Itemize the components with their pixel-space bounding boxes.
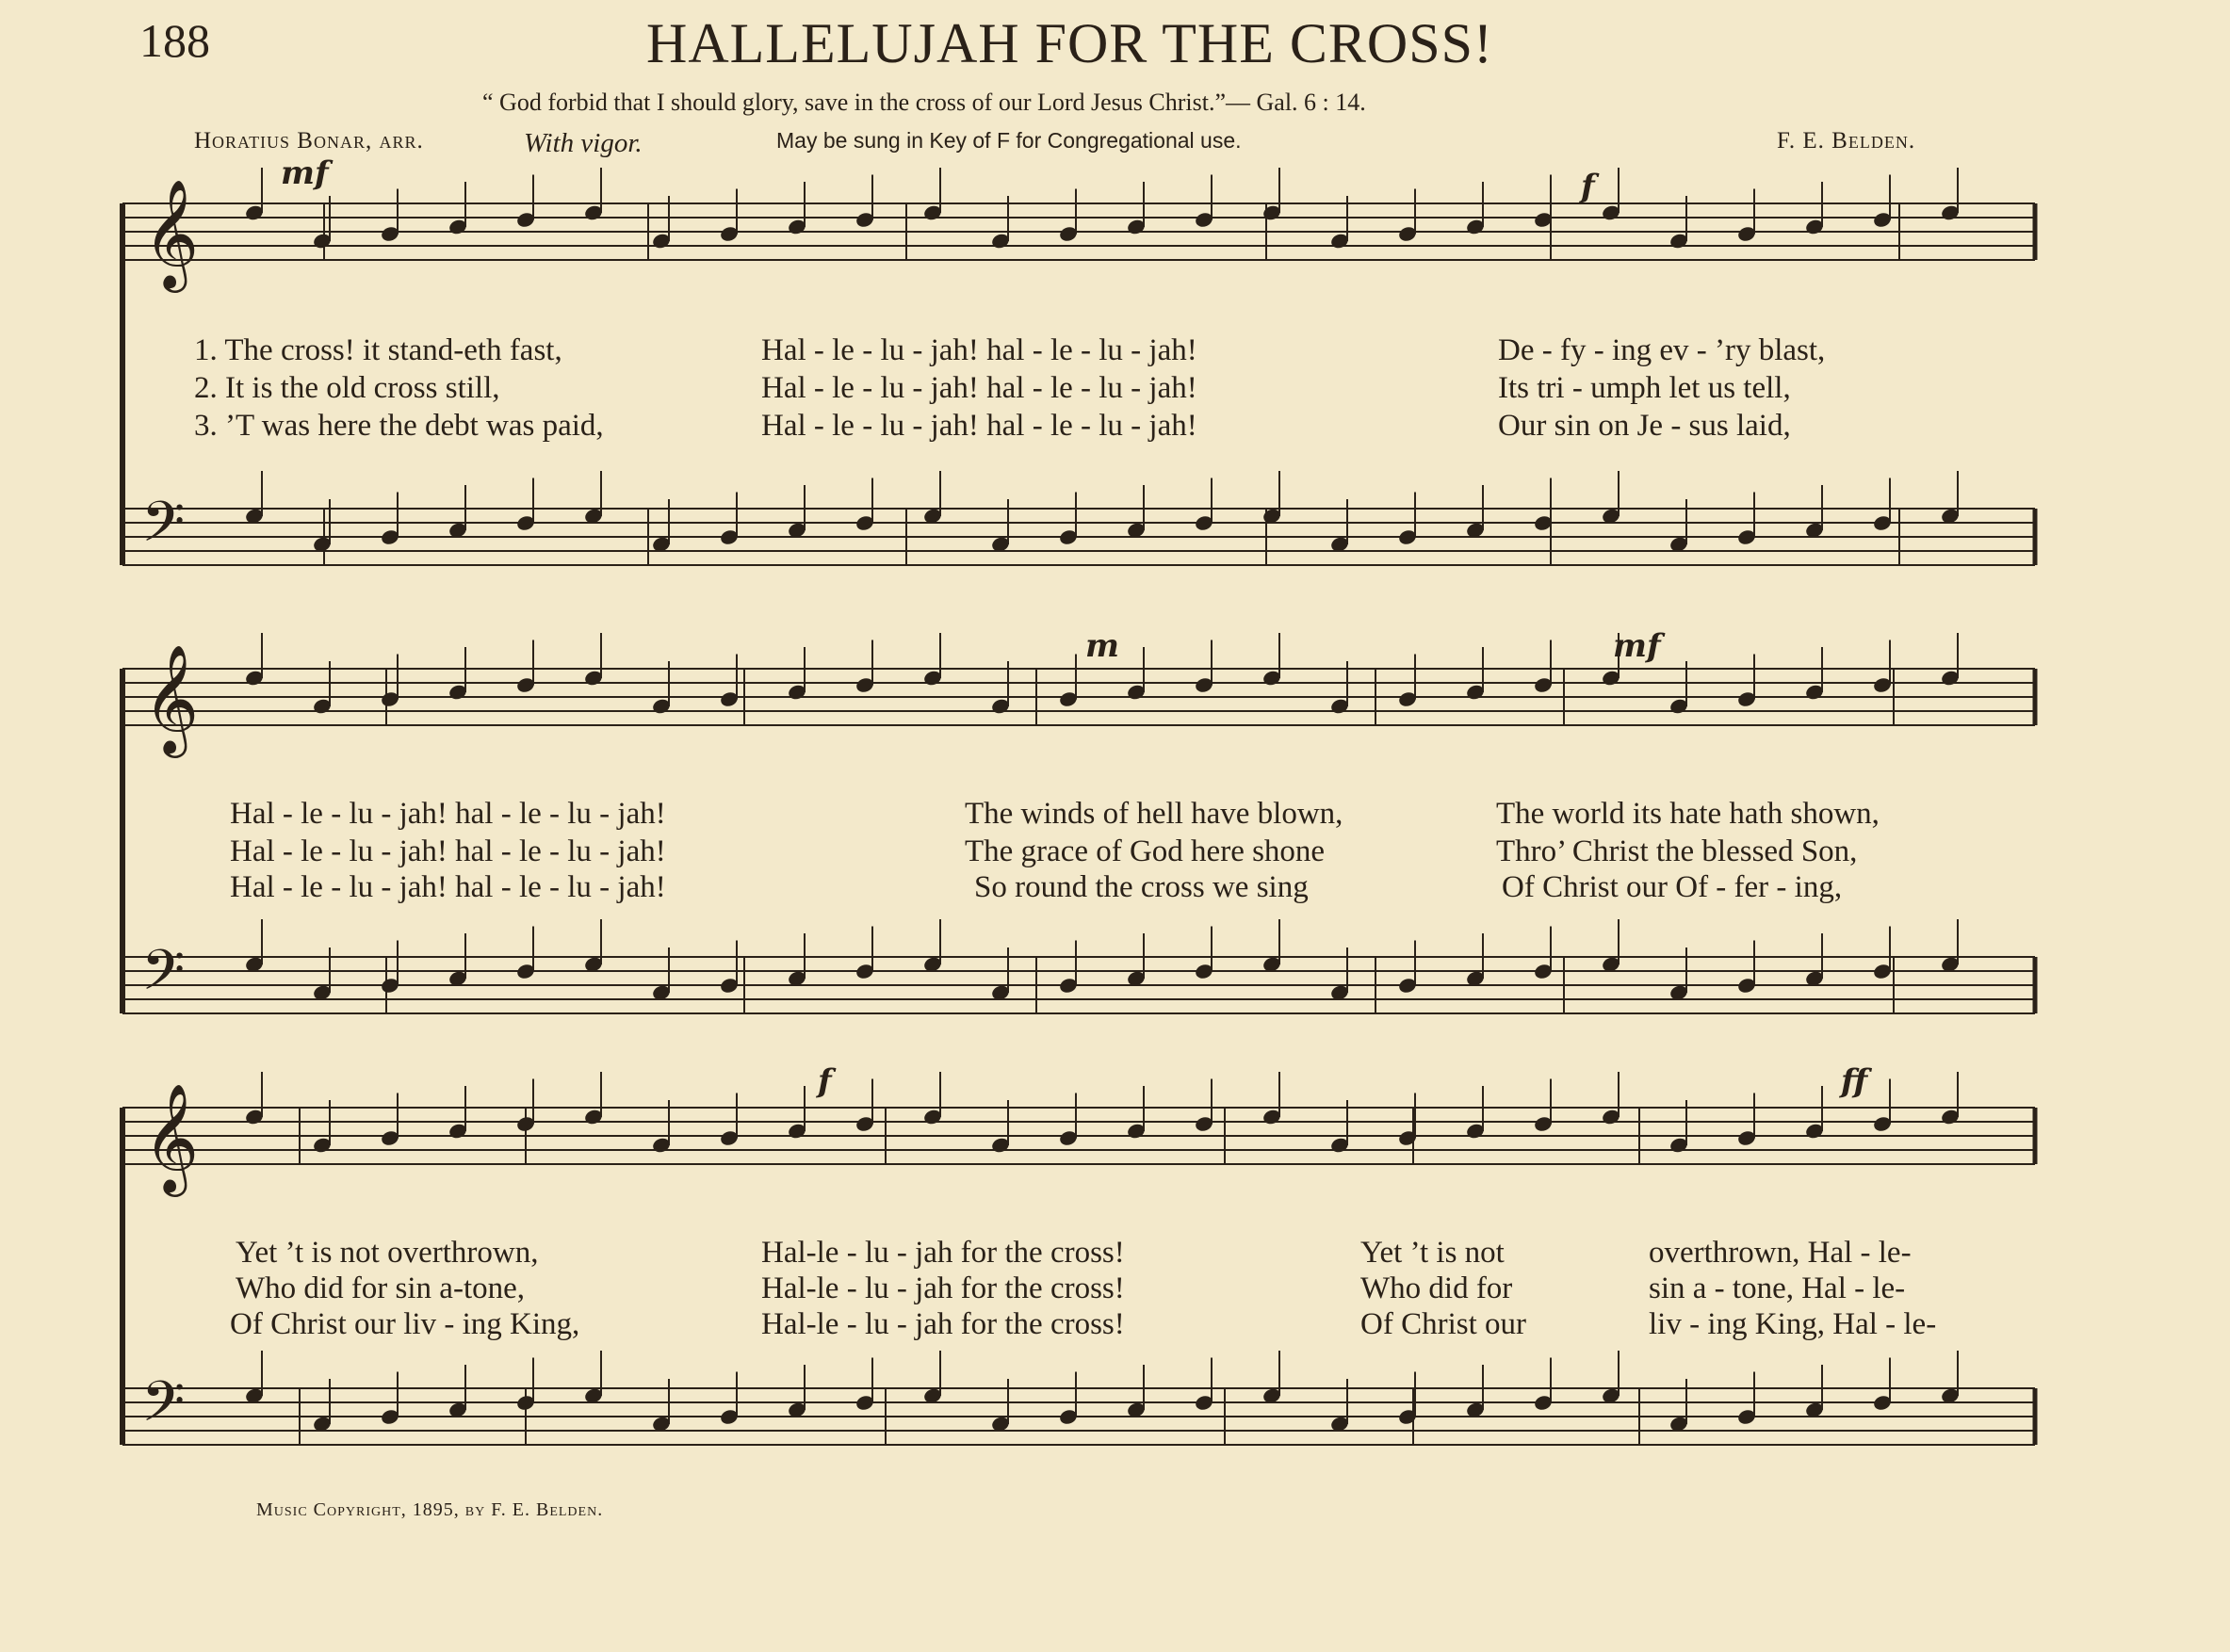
lyric-verse-2: Who did for (1360, 1271, 1513, 1305)
lyric-verse-2: Its tri - umph let us tell, (1498, 371, 1791, 405)
treble-clef-icon: 𝄞 (143, 643, 200, 753)
lyric-verse-3: 3. ’T was here the debt was paid, (194, 409, 604, 443)
bass-clef-icon: 𝄢 (141, 1369, 186, 1448)
hymn-title: HALLELUJAH FOR THE CROSS! (646, 12, 1493, 74)
dynamic-marking: ff (1841, 1062, 1868, 1100)
lyric-verse-3: Of Christ our Of - fer - ing, (1502, 870, 1843, 904)
dynamic-marking: mf (1613, 627, 1661, 665)
lyric-verse-1: The world its hate hath shown, (1496, 797, 1880, 831)
bass-clef-icon: 𝄢 (141, 489, 186, 568)
scripture-epigraph: “ God forbid that I should glory, save in the cross of our Lord Jesus Christ.”— Gal. 6 : 14. (482, 89, 1366, 116)
lyric-verse-3: Hal - le - lu - jah! hal - le - lu - jah! (761, 409, 1197, 443)
lyric-verse-3: liv - ing King, Hal - le- (1649, 1307, 1937, 1341)
bass-clef-icon: 𝄢 (141, 937, 186, 1016)
author-credit: Horatius Bonar, arr. (194, 128, 424, 154)
lyric-verse-3: Of Christ our liv - ing King, (230, 1307, 580, 1341)
lyric-verse-3: Our sin on Je - sus laid, (1498, 409, 1791, 443)
lyric-verse-1: overthrown, Hal - le- (1649, 1236, 1912, 1270)
lyric-verse-3: Of Christ our (1360, 1307, 1526, 1341)
treble-clef-icon: 𝄞 (143, 1082, 200, 1192)
lyric-verse-1: Yet ’t is not overthrown, (236, 1236, 539, 1270)
lyric-verse-1: Hal - le - lu - jah! hal - le - lu - jah! (761, 333, 1197, 367)
tempo-marking: With vigor. (524, 128, 643, 158)
lyric-verse-1: De - fy - ing ev - ’ry blast, (1498, 333, 1826, 367)
lyric-verse-2: Hal-le - lu - jah for the cross! (761, 1271, 1125, 1305)
dynamic-marking: mf (281, 154, 329, 192)
treble-clef-icon: 𝄞 (143, 178, 200, 288)
lyric-verse-2: Thro’ Christ the blessed Son, (1496, 834, 1858, 868)
lyric-verse-1: 1. The cross! it stand-eth fast, (194, 333, 562, 367)
composer-credit: F. E. Belden. (1777, 128, 1916, 154)
lyric-verse-3: Hal-le - lu - jah for the cross! (761, 1307, 1125, 1341)
dynamic-marking: f (1581, 168, 1595, 205)
key-note: May be sung in Key of F for Congregational use. (776, 128, 1242, 153)
lyric-verse-1: Yet ’t is not (1360, 1236, 1505, 1270)
lyric-verse-1: Hal - le - lu - jah! hal - le - lu - jah! (230, 797, 666, 831)
lyric-verse-1: Hal-le - lu - jah for the cross! (761, 1236, 1125, 1270)
lyric-verse-2: Hal - le - lu - jah! hal - le - lu - jah! (230, 834, 666, 868)
page-number: 188 (139, 14, 210, 67)
lyric-verse-2: Who did for sin a-tone, (236, 1271, 526, 1305)
lyric-verse-2: sin a - tone, Hal - le- (1649, 1271, 1906, 1305)
copyright-notice: Music Copyright, 1895, by F. E. Belden. (256, 1499, 604, 1520)
dynamic-marking: f (818, 1062, 832, 1100)
lyric-verse-2: The grace of God here shone (965, 834, 1326, 868)
lyric-verse-3: Hal - le - lu - jah! hal - le - lu - jah! (230, 870, 666, 904)
lyric-verse-2: Hal - le - lu - jah! hal - le - lu - jah! (761, 371, 1197, 405)
lyric-verse-2: 2. It is the old cross still, (194, 371, 500, 405)
lyric-verse-1: The winds of hell have blown, (965, 797, 1343, 831)
lyric-verse-3: So round the cross we sing (974, 870, 1309, 904)
dynamic-marking: m (1085, 627, 1119, 665)
